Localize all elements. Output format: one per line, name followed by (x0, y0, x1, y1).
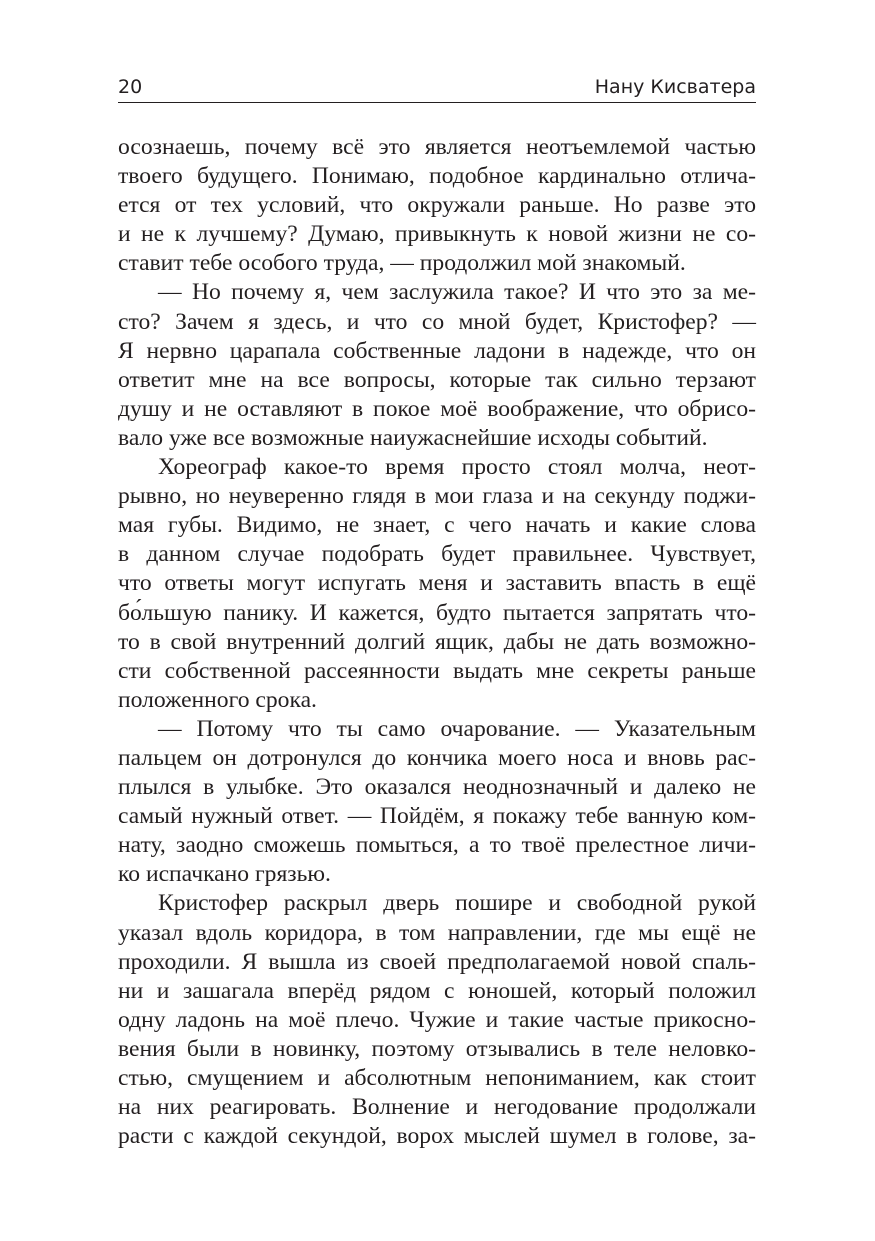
body-text (118, 133, 756, 1151)
text-line: ни и зашагала вперёд рядом с юношей, который положил (118, 977, 756, 1004)
running-head-author: Нану Кисватера (594, 76, 756, 98)
text-line: вения были в новинку, поэтому отзывались в теле неловко- (118, 1035, 756, 1062)
text-line: вало уже все возможные наиужаснейшие исходы событий. (118, 424, 708, 451)
text-line: осознаешь, почему всё это является неотъемлемой частью (118, 134, 756, 160)
text-line: сти собственной рассеянности выдать мне секреты раньше (118, 657, 756, 684)
text-line: Хореограф какое-то время просто стоял молча, неот- (158, 454, 756, 481)
text-line: что ответы могут испугать меня и заставить впасть в ещё (118, 570, 756, 597)
text-line: душу и не оставляют в покое моё воображение, что обрисо- (118, 395, 756, 422)
text-line: бо́льшую панику. И кажется, будто пытается запрятать что- (118, 599, 756, 626)
text-line: ется от тех условий, что окружали раньше. Но разве это (118, 192, 756, 219)
text-line: на них реагировать. Волнение и негодование продолжали (118, 1094, 756, 1121)
text-line: ответит мне на все вопросы, которые так сильно терзают (118, 366, 756, 393)
text-line: расти с каждой секундой, ворох мыслей шумел в голове, за- (118, 1123, 756, 1150)
book-page (118, 76, 756, 1151)
text-line: Кристофер раскрыл дверь пошире и свободной рукой (158, 890, 756, 917)
text-line: Я нервно царапала собственные ладони в надежде, что он (118, 337, 756, 364)
text-line: мая губы. Видимо, не знает, с чего начать и какие слова (118, 512, 756, 539)
text-line: твоего будущего. Понимаю, подобное кардинально отлича- (118, 163, 756, 190)
text-line: самый нужный ответ. — Пойдём, я покажу тебе ванную ком- (118, 803, 756, 830)
page-number: 20 (118, 76, 143, 98)
text-line: плылся в улыбке. Это оказался неоднозначный и далеко не (118, 774, 756, 801)
text-line: стью, смущением и абсолютным непониманием, как стоит (118, 1065, 756, 1091)
text-line: пальцем он дотронулся до кончика моего носа и вновь рас- (118, 744, 756, 771)
text-line: положенного срока. (118, 686, 317, 713)
text-line: и не к лучшему? Думаю, привыкнуть к новой жизни не со- (118, 221, 756, 248)
text-line: одну ладонь на моё плечо. Чужие и такие частые прикосно- (118, 1006, 756, 1033)
text-line: проходили. Я вышла из своей предполагаемой новой спаль- (118, 948, 756, 975)
text-line: ко испачкано грязью. (118, 861, 331, 888)
text-line: рывно, но неуверенно глядя в мои глаза и на секунду поджи- (118, 483, 756, 510)
running-head (118, 76, 756, 103)
text-line: указал вдоль коридора, в том направлении, где мы ещё не (118, 919, 756, 946)
text-line: нату, заодно сможешь помыться, а то твоё прелестное личи- (118, 832, 756, 859)
text-line: — Но почему я, чем заслужила такое? И что это за ме- (158, 279, 756, 306)
text-line: в данном случае подобрать будет правильнее. Чувствует, (118, 541, 756, 568)
text-line: — Потому что ты само очарование. — Указательным (158, 715, 756, 742)
text-line: ставит тебе особого труда, — продолжил мой знакомый. (118, 250, 686, 277)
text-line: то в свой внутренний долгий ящик, дабы не дать возможно- (118, 628, 756, 655)
text-line: сто? Зачем я здесь, и что со мной будет, Кристофер? — (118, 308, 756, 335)
